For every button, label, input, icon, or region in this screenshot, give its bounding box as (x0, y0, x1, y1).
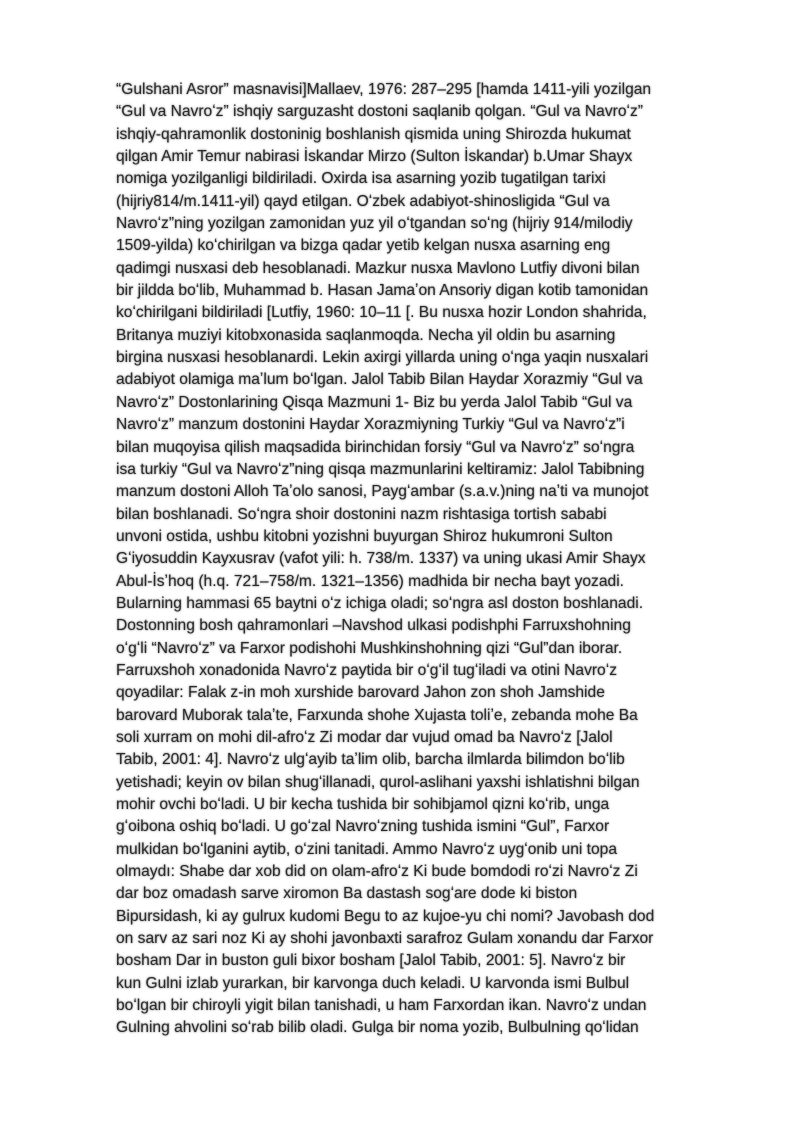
text-line: Navroʻz” manzum dostonini Haydar Xorazmiyning Turkiy “Gul va Navroʻz”i (116, 416, 625, 434)
text-line: manzum dostoni Alloh Taʼolo sanosi, Paygʻambar (s.a.v.)ning naʼti va munojot (116, 483, 649, 501)
text-line: oʻgʻli “Navroʻz” va Farxor podishohi Mushkinshohning qizi “Gul”dan iborar. (116, 639, 623, 657)
text-line: Gulning ahvolini soʻrab bilib oladi. Gulga bir noma yozib, Bulbulning qoʻlidan (116, 1019, 639, 1037)
text-line: ishqiy-qahramonlik dostoninig boshlanish qismida uning Shirozda hukumat (116, 125, 631, 143)
text-line: Gʻiyosuddin Kayxusrav (vafot yili: h. 738/m. 1337) va uning ukasi Amir Shayx (116, 550, 646, 568)
text-line: Navroʻz” Dostonlarining Qisqa Mazmuni 1- Biz bu yerda Jalol Tabib “Gul va (116, 393, 633, 411)
text-line: birgina nusxasi hesoblanardi. Lekin axirgi yillarda uning oʻnga yaqin nusxalari (116, 349, 649, 367)
text-line: bilan boshlanadi. Soʻngra shoir dostonini nazm rishtasiga tortish sababi (116, 505, 607, 523)
text-line: “Gul va Navroʻz” ishqiy sarguzasht dostoni saqlanib qolgan. “Gul va Navroʻz” (116, 103, 643, 121)
text-line: olmaydı: Shabe dar xob did on olam-afroʻz Ki bude bomdodi roʻzi Navroʻz Zi (116, 863, 638, 881)
text-line: isa turkiy “Gul va Navroʻz”ning qisqa mazmunlarini keltiramiz: Jalol Tabibning (116, 460, 645, 478)
text-line: boʻlgan bir chiroyli yigit bilan tanishadi, u ham Farxordan ikan. Navroʻz undan (116, 997, 647, 1015)
text-line: Dostonning bosh qahramonlari –Navshod ulkasi podishphi Farruxshohning (116, 617, 631, 635)
text-line: Farruxshoh xonadonida Navroʻz paytida bir oʻgʻil tugʻiladi va otini Navroʻz (116, 661, 617, 679)
text-line: yetishadi; keyin ov bilan shugʻillanadi, qurol-aslihani yaxshi ishlatishni bilgan (116, 773, 640, 791)
text-line: unvoni ostida, ushbu kitobni yozishni buyurgan Shiroz hukumroni Sulton (116, 527, 613, 545)
text-line: Tabib, 2001: 4]. Navroʻz ulgʻayib taʼlim olib, barcha ilmlarda bilimdon boʻlib (116, 751, 625, 769)
text-line: (hijriy814/m.1411-yil) qayd etilgan. Oʻzbek adabiyot-shinosligida “Gul va (116, 192, 610, 210)
text-line: “Gulshani Asror” masnavisi]Mallaev, 1976: 287–295 [hamda 1411-yili yozilgan (116, 81, 652, 98)
text-line: Britanya muziyi kitobxonasida saqlanmoqda. Necha yil oldin bu asarning (116, 326, 616, 344)
text-line: bosham Dar in buston guli bixor bosham [Jalol Tabib, 2001: 5]. Navroʻz bir (116, 952, 626, 970)
text-line: qilgan Amir Temur nabirasi İskandar Mirzo (Sulton İskandar) b.Umar Shayx (116, 148, 633, 166)
text-line: adabiyot olamiga maʼlum boʻlgan. Jalol Tabib Bilan Haydar Xorazmiy “Gul va (116, 371, 643, 389)
text-line: on sarv az sari noz Ki ay shohi javonbaxti sarafroz Gulam xonandu dar Farxor (116, 930, 654, 948)
text-line: nomiga yozilganligi bildiriladi. Oxirda isa asarning yozib tugatilgan tarixi (116, 170, 606, 188)
text-line: 1509-yilda) koʻchirilgan va bizga qadar yetib kelgan nusxa asarning eng (116, 237, 611, 255)
text-line: bir jildda boʻlib, Muhammad b. Hasan Jamaʼon Ansoriy digan kotib tamonidan (116, 282, 649, 300)
text-line: mohir ovchi boʻladi. U bir kecha tushida bir sohibjamol qizni koʻrib, unga (116, 796, 610, 813)
text-line: qadimgi nusxasi deb hesoblanadi. Mazkur nusxa Mavlono Lutfiy divoni bilan (116, 259, 640, 277)
text-line: dar boz omadash sarve xiromon Ba dastash sogʻare dode ki biston (116, 885, 578, 903)
text-line: koʻchirilgani bildiriladi [Lutfiy, 1960: 10–11 [. Bu nusxa hozir London shahrida, (116, 304, 647, 322)
text-line: Bipursidash, ki ay gulrux kudomi Begu to az kujoe-yu chi nomi? Javobash dod (116, 907, 655, 925)
body-text (116, 79, 696, 1040)
text-line: gʻoibona oshiq boʻladi. U goʻzal Navroʻzning tushida ismini “Gul”, Farxor (116, 818, 610, 836)
text-line: bilan muqoyisa qilish maqsadida birinchidan forsiy “Gul va Navroʻz” soʻngra (116, 438, 635, 456)
text-line: mulkidan boʻlganini aytib, oʻzini tanitadi. Ammo Navroʻz uygʻonib uni topa (116, 840, 618, 858)
text-line: Bularning hammasi 65 baytni oʻz ichiga oladi; soʻngra asl doston boshlanadi. (116, 594, 644, 612)
text-line: kun Gulni izlab yurarkan, bir karvonga duch keladi. U karvonda ismi Bulbul (116, 974, 630, 992)
text-line: Navroʻz”ning yozilgan zamonidan yuz yil oʻtgandan soʻng (hijriy 914/milodiy (116, 215, 633, 233)
text-line: soli xurram on mohi dil-afroʻz Zi modar dar vujud omad ba Navroʻz [Jalol (116, 728, 613, 746)
text-line: qoyadilar: Falak z-in moh xurshide barovard Jahon zon shoh Jamshide (116, 684, 605, 702)
text-line: Abul-İsʼhoq (h.q. 721–758/m. 1321–1356) madhida bir necha bayt yozadi. (116, 572, 624, 590)
text-line: barovard Muborak talaʼte, Farxunda shohe Xujasta toliʼe, zebanda mohe Ba (116, 706, 638, 724)
